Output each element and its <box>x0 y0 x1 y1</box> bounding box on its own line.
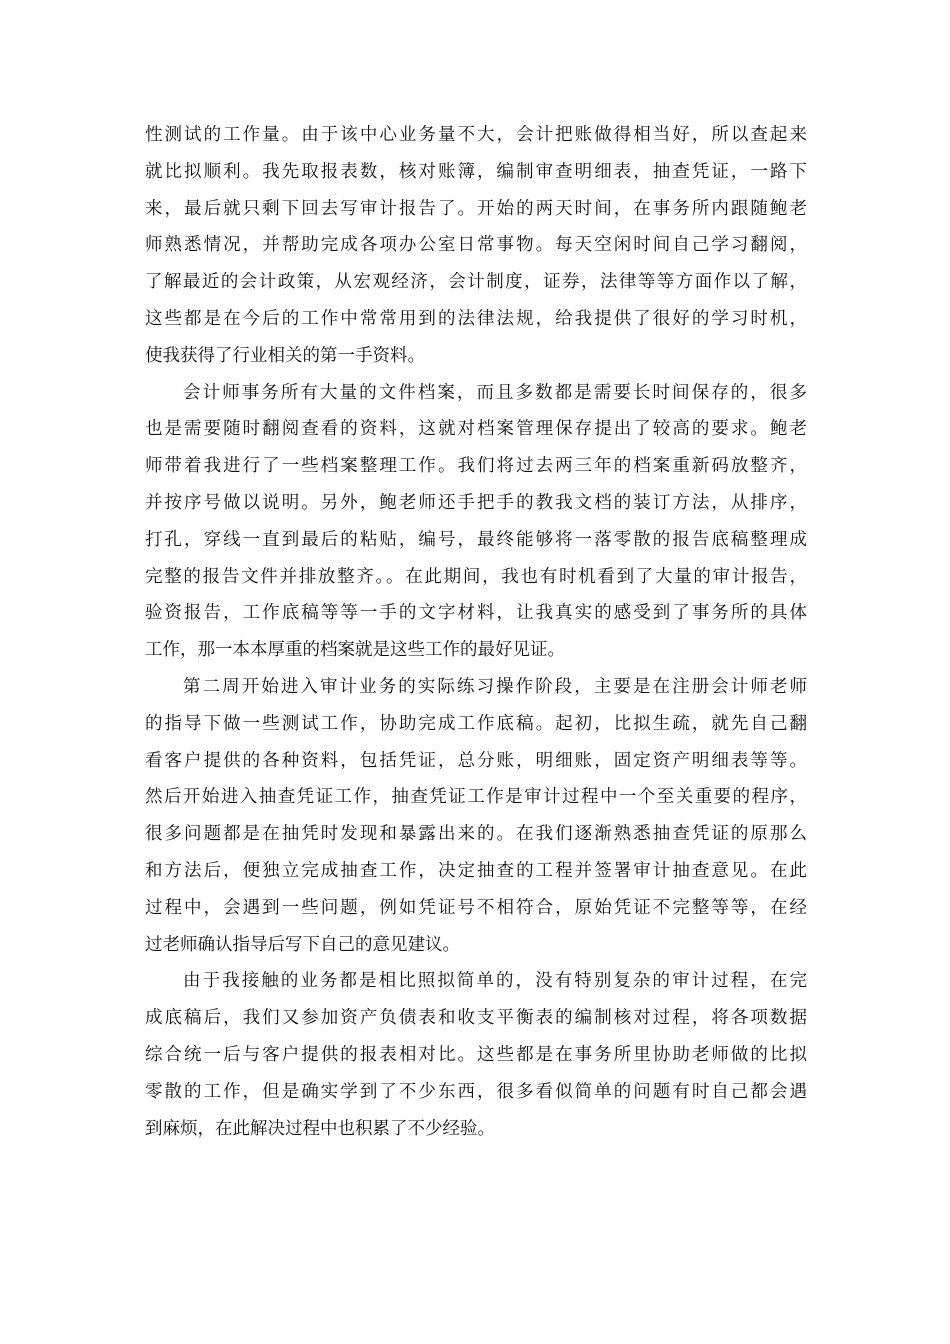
text-line: 和方法后，便独立完成抽查工作，决定抽查的工程并签署审计抽查意见。在此 <box>145 860 807 881</box>
text-line: 性测试的工作量。由于该中心业务量不大，会计把账做得相当好，所以查起来 <box>145 125 807 145</box>
text-line: 师带着我进行了一些档案整理工作。我们将过去两三年的档案重新码放整齐， <box>145 456 807 477</box>
text-line: 很多问题都是在抽凭时发现和暴露出来的。在我们逐渐熟悉抽查凭证的原那么 <box>145 824 807 845</box>
text-line: 第二周开始进入审计业务的实际练习操作阶段，主要是在注册会计师老师 <box>183 676 807 697</box>
text-line: 的指导下做一些测试工作，协助完成工作底稿。起初，比拟生疏，就先自己翻 <box>145 713 807 734</box>
paragraph-4 <box>145 963 807 1147</box>
text-line: 会计师事务所有大量的文件档案，而且多数都是需要长时间保存的，很多 <box>183 382 807 403</box>
text-line: 看客户提供的各种资料，包括凭证，总分账，明细账，固定资产明细表等等。 <box>145 750 807 771</box>
text-line: 就比拟顺利。我先取报表数，核对账簿，编制审查明细表，抽查凭证，一路下 <box>145 161 807 182</box>
paragraph-2 <box>145 375 807 669</box>
paragraph-1 <box>145 117 807 375</box>
text-line: 并按序号做以说明。另外，鲍老师还手把手的教我文档的装订方法，从排序， <box>145 492 807 513</box>
text-line: 这些都是在今后的工作中常常用到的法律法规，给我提供了很好的学习时机， <box>145 308 807 329</box>
text-line: 了解最近的会计政策，从宏观经济，会计制度，证券，法律等等方面作以了解， <box>145 272 807 293</box>
text-line: 零散的工作，但是确实学到了不少东西，很多看似简单的问题有时自己都会遇 <box>145 1081 807 1102</box>
text-line: 然后开始进入抽查凭证工作，抽查凭证工作是审计过程中一个至关重要的程序， <box>145 787 807 808</box>
text-line: 由于我接触的业务都是相比照拟简单的，没有特别复杂的审计过程，在完 <box>183 971 807 992</box>
text-line: 师熟悉情况，并帮助完成各项办公室日常事物。每天空闲时间自己学习翻阅， <box>145 235 807 256</box>
text-line: 完整的报告文件并排放整齐。。在此期间，我也有时机看到了大量的审计报告， <box>145 566 807 587</box>
document-body <box>145 117 807 1147</box>
text-line: 验资报告，工作底稿等等一手的文字材料，让我真实的感受到了事务所的具体 <box>145 603 807 624</box>
text-line: 综合统一后与客户提供的报表相对比。这些都是在事务所里协助老师做的比拟 <box>145 1044 807 1065</box>
text-line: 过程中，会遇到一些问题，例如凭证号不相符合，原始凭证不完整等等，在经 <box>145 897 807 918</box>
text-line: 打孔，穿线一直到最后的粘贴，编号，最终能够将一落零散的报告底稿整理成 <box>145 529 807 550</box>
text-line: 使我获得了行业相关的第一手资料。 <box>145 345 425 366</box>
text-line: 工作，那一本本厚重的档案就是这些工作的最好见证。 <box>145 640 565 661</box>
text-line: 过老师确认指导后写下自己的意见建议。 <box>145 934 460 955</box>
text-line: 到麻烦，在此解决过程中也积累了不少经验。 <box>145 1118 495 1139</box>
paragraph-3 <box>145 669 807 963</box>
text-line: 来，最后就只剩下回去写审计报告了。开始的两天时间，在事务所内跟随鲍老 <box>145 198 807 219</box>
text-line: 成底稿后，我们又参加资产负债表和收支平衡表的编制核对过程，将各项数据 <box>145 1008 807 1029</box>
text-line: 也是需要随时翻阅查看的资料，这就对档案管理保存提出了较高的要求。鲍老 <box>145 419 807 440</box>
